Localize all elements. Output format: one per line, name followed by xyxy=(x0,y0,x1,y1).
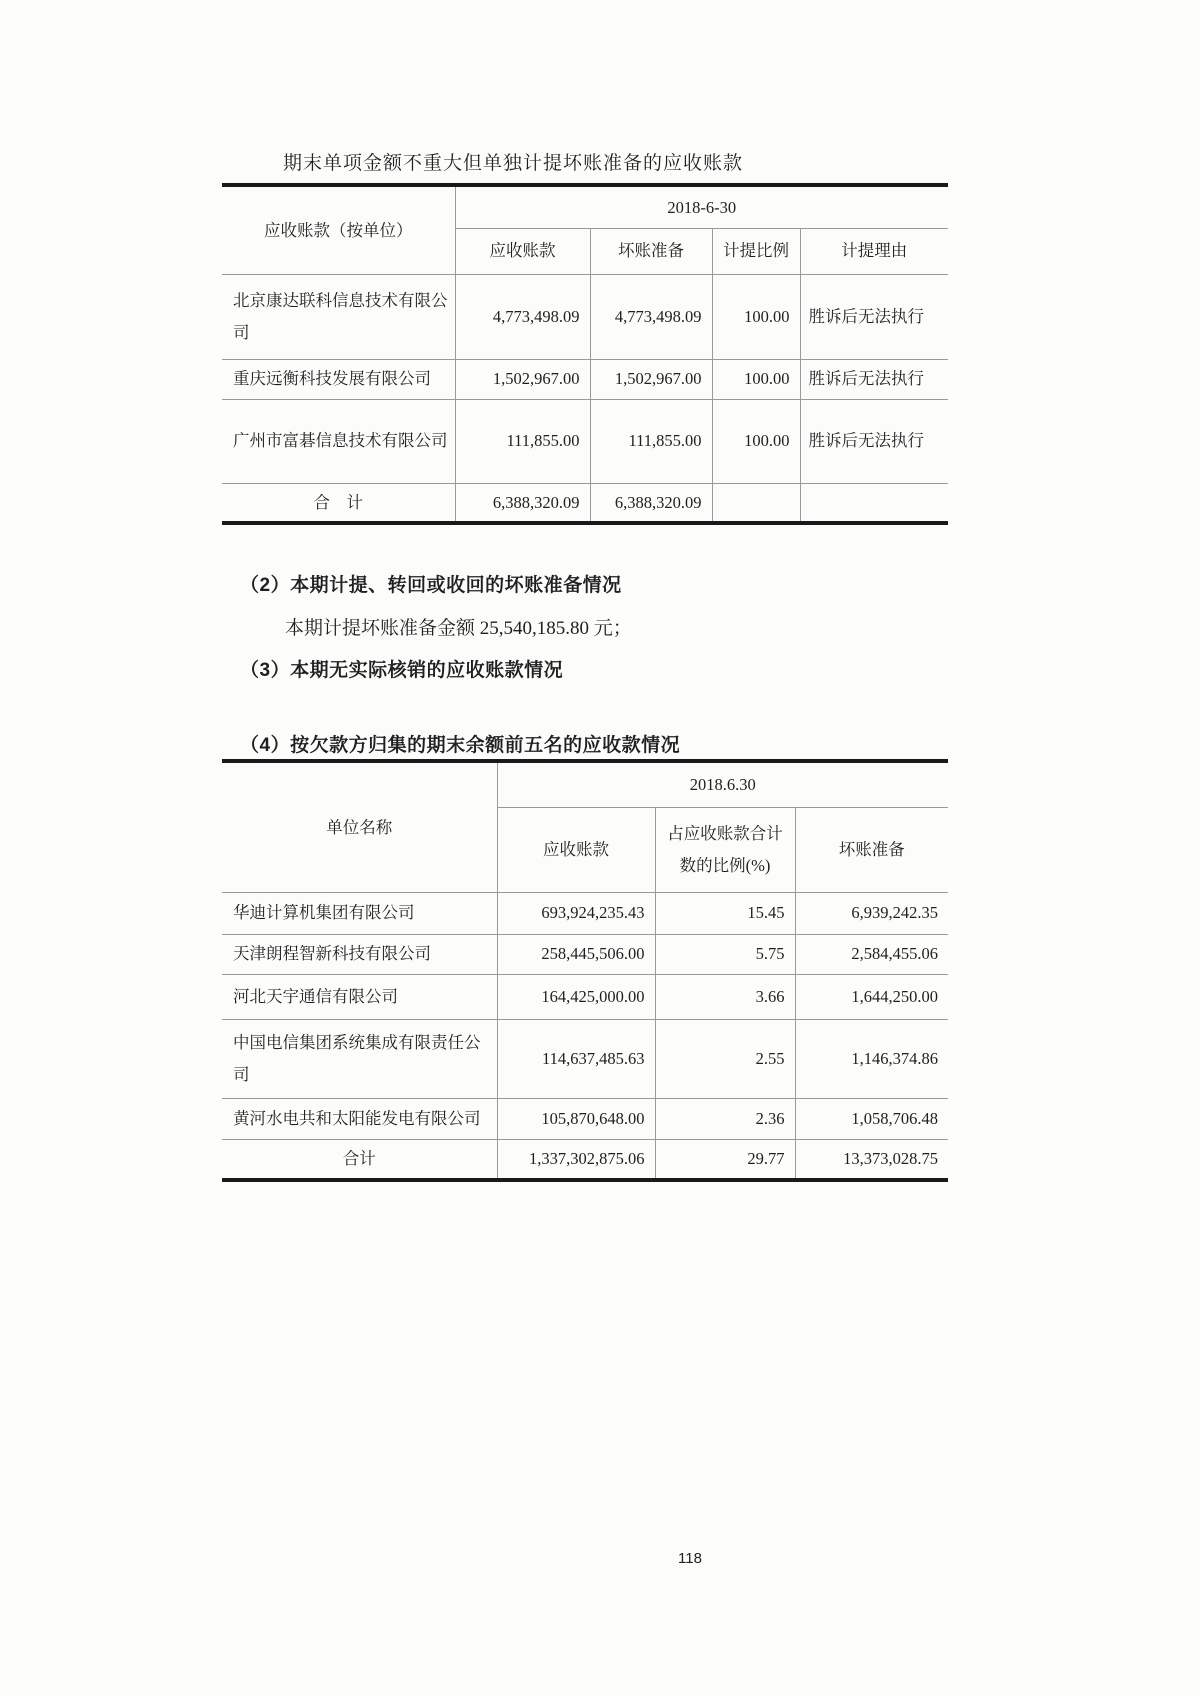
receivable-amount: 114,637,485.63 xyxy=(497,1019,655,1098)
provision-ratio: 100.00 xyxy=(712,359,800,399)
receivable-amount: 693,924,235.43 xyxy=(497,892,655,934)
section3-heading: （3）本期无实际核销的应收账款情况 xyxy=(240,660,564,681)
receivable-amount: 105,870,648.00 xyxy=(497,1098,655,1139)
table-row xyxy=(222,761,948,807)
bad-debt-amount: 4,773,498.09 xyxy=(590,274,712,359)
total-bad-debt: 6,388,320.09 xyxy=(590,483,712,523)
total-ratio xyxy=(712,483,800,523)
company-name: 华迪计算机集团有限公司 xyxy=(222,892,497,934)
receivable-amount: 1,502,967.00 xyxy=(455,359,590,399)
table-row xyxy=(222,274,948,359)
corner-header: 单位名称 xyxy=(222,761,497,892)
section2-body: 本期计提坏账准备金额 25,540,185.80 元； xyxy=(285,618,632,639)
table1-title: 期末单项金额不重大但单独计提坏账准备的应收账款 xyxy=(283,153,744,174)
table-row xyxy=(222,892,948,934)
percentage-of-total: 5.75 xyxy=(655,934,795,974)
bad-debt-amount: 2,584,455.06 xyxy=(795,934,948,974)
total-label: 合计 xyxy=(222,1139,497,1180)
total-receivable: 6,388,320.09 xyxy=(455,483,590,523)
bad-debt-amount: 1,502,967.00 xyxy=(590,359,712,399)
receivable-amount: 111,855.00 xyxy=(455,399,590,483)
period-header: 2018-6-30 xyxy=(455,185,948,228)
receivable-amount: 164,425,000.00 xyxy=(497,974,655,1019)
table-row xyxy=(222,359,948,399)
provision-reason: 胜诉后无法执行 xyxy=(800,399,948,483)
total-reason xyxy=(800,483,948,523)
column-header-receivable: 应收账款 xyxy=(455,228,590,274)
percentage-of-total: 2.36 xyxy=(655,1098,795,1139)
company-name: 中国电信集团系统集成有限责任公司 xyxy=(222,1019,497,1098)
receivable-amount: 4,773,498.09 xyxy=(455,274,590,359)
column-header-reason: 计提理由 xyxy=(800,228,948,274)
table-total-row xyxy=(222,1139,948,1180)
table-row xyxy=(222,1019,948,1098)
column-header-receivable: 应收账款 xyxy=(497,807,655,892)
table-individually-provisioned-receivables xyxy=(222,183,948,525)
table-total-row xyxy=(222,483,948,523)
bad-debt-amount: 111,855.00 xyxy=(590,399,712,483)
percentage-of-total: 2.55 xyxy=(655,1019,795,1098)
column-header-ratio: 计提比例 xyxy=(712,228,800,274)
table-row xyxy=(222,185,948,228)
total-bad-debt: 13,373,028.75 xyxy=(795,1139,948,1180)
provision-reason: 胜诉后无法执行 xyxy=(800,274,948,359)
section2-heading: （2）本期计提、转回或收回的坏账准备情况 xyxy=(240,575,622,596)
period-header: 2018.6.30 xyxy=(497,761,948,807)
provision-ratio: 100.00 xyxy=(712,399,800,483)
company-name: 河北天宇通信有限公司 xyxy=(222,974,497,1019)
percentage-of-total: 3.66 xyxy=(655,974,795,1019)
company-name: 广州市富碁信息技术有限公司 xyxy=(222,399,455,483)
bad-debt-amount: 1,058,706.48 xyxy=(795,1098,948,1139)
total-receivable: 1,337,302,875.06 xyxy=(497,1139,655,1180)
company-name: 重庆远衡科技发展有限公司 xyxy=(222,359,455,399)
column-header-bad-debt: 坏账准备 xyxy=(795,807,948,892)
corner-header: 应收账款（按单位） xyxy=(222,185,455,274)
company-name: 天津朗程智新科技有限公司 xyxy=(222,934,497,974)
receivable-amount: 258,445,506.00 xyxy=(497,934,655,974)
bad-debt-amount: 1,146,374.86 xyxy=(795,1019,948,1098)
page-number: 118 xyxy=(678,1550,702,1567)
total-percentage: 29.77 xyxy=(655,1139,795,1180)
column-header-percentage: 占应收账款合计数的比例(%) xyxy=(655,807,795,892)
company-name: 北京康达联科信息技术有限公司 xyxy=(222,274,455,359)
table-row xyxy=(222,934,948,974)
bad-debt-amount: 6,939,242.35 xyxy=(795,892,948,934)
table-top-five-receivables xyxy=(222,759,948,1182)
table-row xyxy=(222,399,948,483)
bad-debt-amount: 1,644,250.00 xyxy=(795,974,948,1019)
table-row xyxy=(222,1098,948,1139)
section4-heading: （4）按欠款方归集的期末余额前五名的应收款情况 xyxy=(240,735,681,756)
table-row xyxy=(222,974,948,1019)
percentage-of-total: 15.45 xyxy=(655,892,795,934)
company-name: 黄河水电共和太阳能发电有限公司 xyxy=(222,1098,497,1139)
provision-ratio: 100.00 xyxy=(712,274,800,359)
provision-reason: 胜诉后无法执行 xyxy=(800,359,948,399)
total-label: 合 计 xyxy=(222,483,455,523)
column-header-bad-debt: 坏账准备 xyxy=(590,228,712,274)
